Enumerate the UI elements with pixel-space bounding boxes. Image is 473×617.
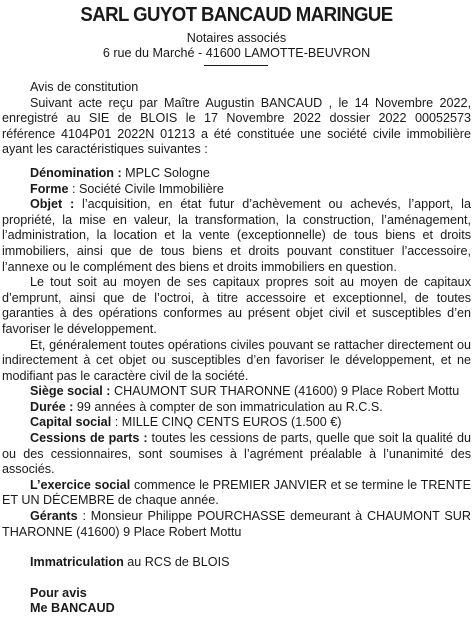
siege-label: Siège social : [30,384,111,399]
siege-value: CHAUMONT SUR THARONNE (41600) 9 Place Robert Mottu [110,384,460,399]
operations-paragraph: Et, généralement toutes opérations civiles pouvant se rattacher directement ou indirectement à cet objet ou susceptibles d’en favoriser le développement, et ne modifiant pas le caractère civil de la société. [2,337,471,383]
spacer [2,571,471,586]
exercice-value: commence le PREMIER JANVIER et se termine le TRENTE ET UN DÉCEMBRE de chaque année. [2,477,471,508]
address-line: 6 rue du Marché - 41600 LAMOTTE-BEUVRON [102,46,371,60]
notice-heading: Avis de constitution [30,80,139,94]
duree-line [2,400,471,416]
duree-label: Durée : [30,399,74,414]
exercice-paragraph [2,478,471,509]
cessions-value: toutes les cessions de parts, quelle que soit la qualité du ou des cessionnaires, sont soumises à l’agrément préalable à l’unanimité des associés. [2,431,471,477]
capitaux-paragraph: Le tout soit au moyen de ses capitaux propres soit au moyen de capitaux d’emprunt, ainsi que de l’octroi, à titre accessoire et exceptionnel, de toutes garanties à des opérations conformes au présent objet civil et susceptibles d’en favoriser le développement. [2,275,471,336]
capital-label: Capital social [30,415,112,430]
forme-line [2,182,471,198]
cessions-paragraph [2,431,471,478]
spacer [2,158,471,166]
cessions-label: Cessions de parts : [30,431,148,446]
notice-body [2,80,471,617]
duree-value: 99 années à compter de son immatriculation au R.C.S. [73,399,383,414]
denomination-line [2,166,471,182]
capital-value: : MILLE CINQ CENTS EUROS (1.500 €) [111,415,342,430]
spacer [2,540,471,555]
immatriculation-line [2,555,471,571]
gerants-value: : Monsieur Philippe POURCHASSE demeurant à CHAUMONT SUR THARONNE (41600) 9 Place Robert Mottu [2,509,471,539]
objet-paragraph [2,197,471,275]
forme-label: Forme [30,181,69,196]
exercice-label: L’exercice social [30,477,131,492]
immatriculation-label: Immatriculation [30,555,124,570]
forme-value: : Société Civile Immobilière [68,181,224,196]
denomination-value: MPLC Sologne [121,165,210,180]
siege-line [2,384,471,400]
denomination-label: Dénomination : [30,165,122,180]
gerants-label: Gérants [30,509,78,524]
objet-value: l’acquisition, en état futur d’achèvement ou achevés, l’apport, la propriété, la mise en valeur, la transformation, la construction, l’aménagement, l’administration, la location et la vente (exceptionnelle) de tous biens et droits immobiliers, ainsi que de tous biens et droits pouvant constituer l’accessoire, l’annexe ou le complément des biens et droits immobiliers en question. [2,197,471,274]
gerants-paragraph [2,509,471,540]
intro-paragraph: Suivant acte reçu par Maître Augustin BANCAUD , le 14 Novembre 2022, enregistré au SIE de BLOIS le 17 Novembre 2022 dossier 2022 00052573 référence 4104P01 2022N 01213 a été constituée une société civile immobilière ayant les caractéristiques suivantes : [2,95,471,157]
immatriculation-value: au RCS de BLOIS [123,555,230,570]
signature-line-2: Me BANCAUD [30,601,115,616]
profession-line: Notaires associés [186,31,287,45]
signature-line-1: Pour avis [30,585,87,600]
header-divider [204,65,268,66]
objet-label: Objet : [30,197,75,212]
company-name: SARL GUYOT BANCAUD MARINGUE [80,4,393,26]
capital-line [2,415,471,431]
